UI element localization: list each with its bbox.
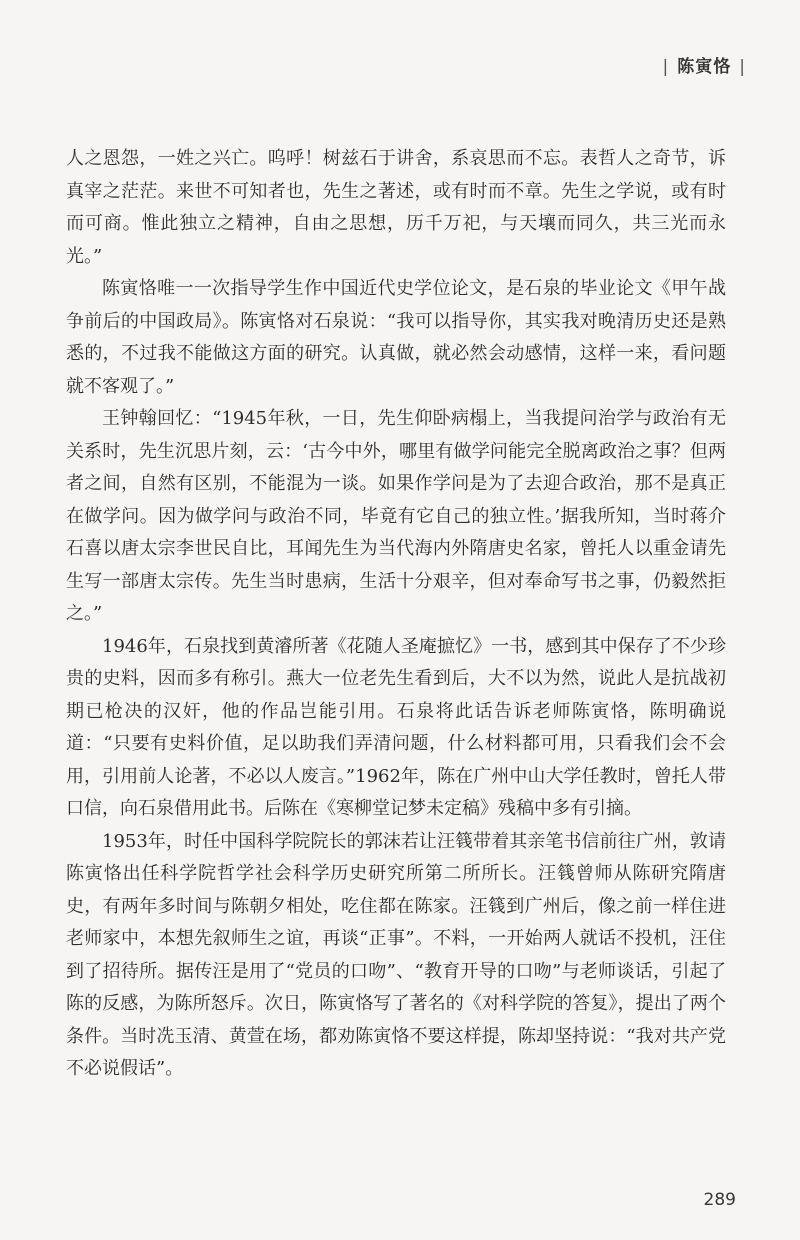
paragraph-1: 人之恩怨，一姓之兴亡。呜呼！树兹石于讲舍，系哀思而不忘。表哲人之奇节，诉真宰之茫茫。来世不可知者也，先生之著述，或有时而不章。先生之学说，或有时而可商。惟此独立之精神，自由之思想，历千万祀，与天壤而同久，共三光而永光。” (66, 148, 726, 267)
page-body (66, 143, 726, 1086)
paragraph-3: 王钟翰回忆：“1945年秋，一日，先生仰卧病榻上，当我提问治学与政治有无关系时，先生沉思片刻，云：‘古今中外，哪里有做学问能完全脱离政治之事？但两者之间，自然有区别，不能混为一谈。如果作学问是为了去迎合政治，那不是真正在做学问。因为做学问与政治不同，毕竟有它自己的独立性。’据我所知，当时蒋介石喜以唐太宗李世民自比，耳闻先生为当代海内外隋唐史名家，曾托人以重金请先生写一部唐太宗传。先生当时患病，生活十分艰辛，但对奉命写书之事，仍毅然拒之。” (66, 408, 726, 624)
header-title: 陈寅恪 (677, 57, 732, 77)
page-number: 289 (703, 1190, 736, 1210)
header-divider-right: | (739, 57, 746, 77)
header-divider-left: | (662, 57, 670, 77)
paragraph-5: 1953年，时任中国科学院院长的郭沫若让汪篯带着其亲笔书信前往广州，敦请陈寅恪出任科学院哲学社会科学历史研究所第二所所长。汪篯曾师从陈研究隋唐史，有两年多时间与陈朝夕相处，吃住都在陈家。汪篯到广州后，像之前一样住进老师家中，本想先叙师生之谊，再谈“正事”。不料，一开始两人就话不投机，汪住到了招待所。据传汪是用了“党员的口吻”、“教育开导的口吻”与老师谈话，引起了陈的反感，为陈所怒斥。次日，陈寅恪写了著名的《对科学院的答复》，提出了两个条件。当时冼玉清、黄萱在场，都劝陈寅恪不要这样提，陈却坚持说：“我对共产党不必说假话”。 (66, 830, 726, 1079)
paragraph-2: 陈寅恪唯一一次指导学生作中国近代史学位论文，是石泉的毕业论文《甲午战争前后的中国政局》。陈寅恪对石泉说：“我可以指导你，其实我对晚清历史还是熟悉的，不过我不能做这方面的研究。认真做，就必然会动感情，这样一来，看问题就不客观了。” (66, 278, 726, 397)
paragraph-4: 1946年，石泉找到黄濬所著《花随人圣庵摭忆》一书，感到其中保存了不少珍贵的史料，因而多有称引。燕大一位老先生看到后，大不以为然，说此人是抗战初期已枪决的汉奸，他的作品岂能引用。石泉将此话告诉老师陈寅恪，陈明确说道：“只要有史料价值，足以助我们弄清问题，什么材料都可用，只看我们会不会用，引用前人论著，不必以人废言。”1962年，陈在广州中山大学任教时，曾托人带口信，向石泉借用此书。后陈在《寒柳堂记梦未定稿》残稿中多有引摘。 (66, 635, 726, 819)
running-header (655, 52, 754, 77)
